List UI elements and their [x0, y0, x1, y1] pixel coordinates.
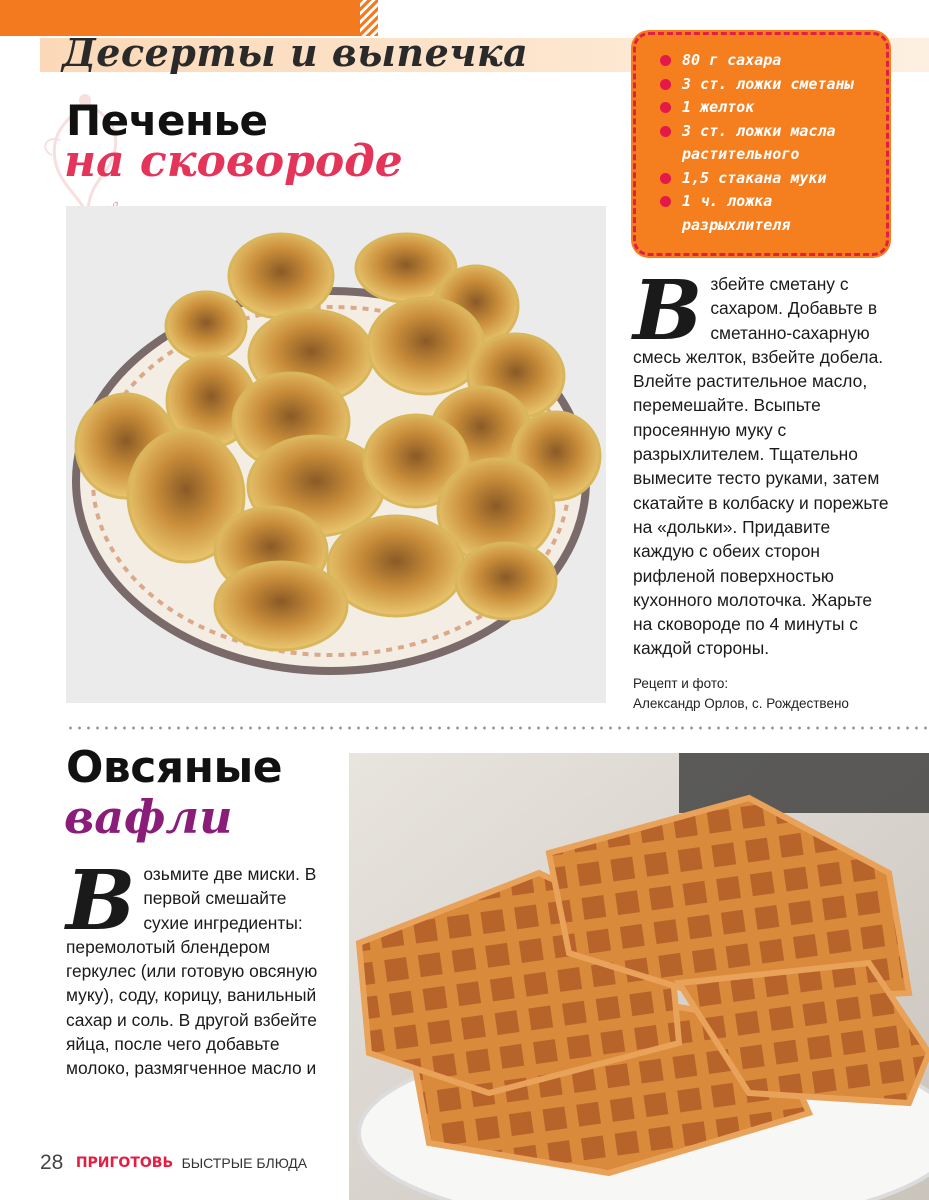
page-footer	[40, 1151, 307, 1175]
page-number: 28	[40, 1151, 64, 1174]
credit-author: Александр Орлов, с. Рождествено	[633, 696, 849, 711]
ingredient-item: 3 ст. ложки сметаны	[660, 73, 876, 97]
recipe2-title-line1: Овсяные	[66, 742, 283, 793]
ingredient-item: 1 ч. ложка разрыхлителя	[660, 190, 876, 237]
recipe1-title-line2: на сковороде	[64, 136, 403, 187]
recipe1-dropcap: В	[633, 263, 703, 359]
dotted-divider	[66, 726, 929, 730]
bullet-icon	[660, 126, 671, 137]
recipe2-body-text: озьмите две миски. В первой смешайте сухие ингредиенты: перемолотый блендером геркулес (или готовую овсяную муку), соду, корицу, ванильный сахар и соль. В другой взбейте яйца, после чего добавьте молоко, размягченное масло и	[66, 864, 318, 1079]
waffles-illustration	[349, 753, 929, 1200]
recipe2-instructions	[66, 853, 324, 1081]
bullet-icon	[660, 102, 671, 113]
recipe1-body-text: збейте сметану с сахаром. Добавьте в сметанно-сахарную смесь желток, взбейте добела. Влейте растительное масло, перемешайте. Всыпьте просеянную муку с разрыхлителем. Тщательно вымесите тесто руками, затем скатайте в колбаску и порежьте на «дольки». Придавите каждую с обеих сторон рифленой поверхностью кухонного молоточка. Жарьте на сковороде по 4 минуты с каждой стороны.	[633, 274, 889, 659]
magazine-brand: ПРИГОТОВЬ	[75, 1155, 174, 1171]
section-title: Десерты и выпечка	[62, 30, 529, 75]
ingredient-item: 3 ст. ложки масла растительного	[660, 120, 876, 167]
recipe2-title-line2: вафли	[64, 790, 233, 844]
magazine-subbrand: БЫСТРЫЕ БЛЮДА	[181, 1155, 308, 1171]
ingredients-list	[660, 49, 876, 237]
recipe2-dropcap: В	[66, 853, 136, 949]
recipe1-instructions	[633, 263, 895, 661]
ingredient-item: 80 г сахара	[660, 49, 876, 73]
recipe1-title-line1: Печенье	[66, 96, 268, 145]
credit-label: Рецепт и фото:	[633, 676, 729, 691]
ingredients-box	[633, 32, 889, 256]
bullet-icon	[660, 196, 671, 207]
cookies-illustration	[66, 206, 606, 703]
cookies-photo	[66, 206, 606, 703]
bullet-icon	[660, 55, 671, 66]
bullet-icon	[660, 173, 671, 184]
recipe1-credit	[633, 674, 913, 714]
waffles-photo	[349, 753, 929, 1200]
bullet-icon	[660, 79, 671, 90]
ingredient-item: 1,5 стакана муки	[660, 167, 876, 191]
ingredient-item: 1 желток	[660, 96, 876, 120]
